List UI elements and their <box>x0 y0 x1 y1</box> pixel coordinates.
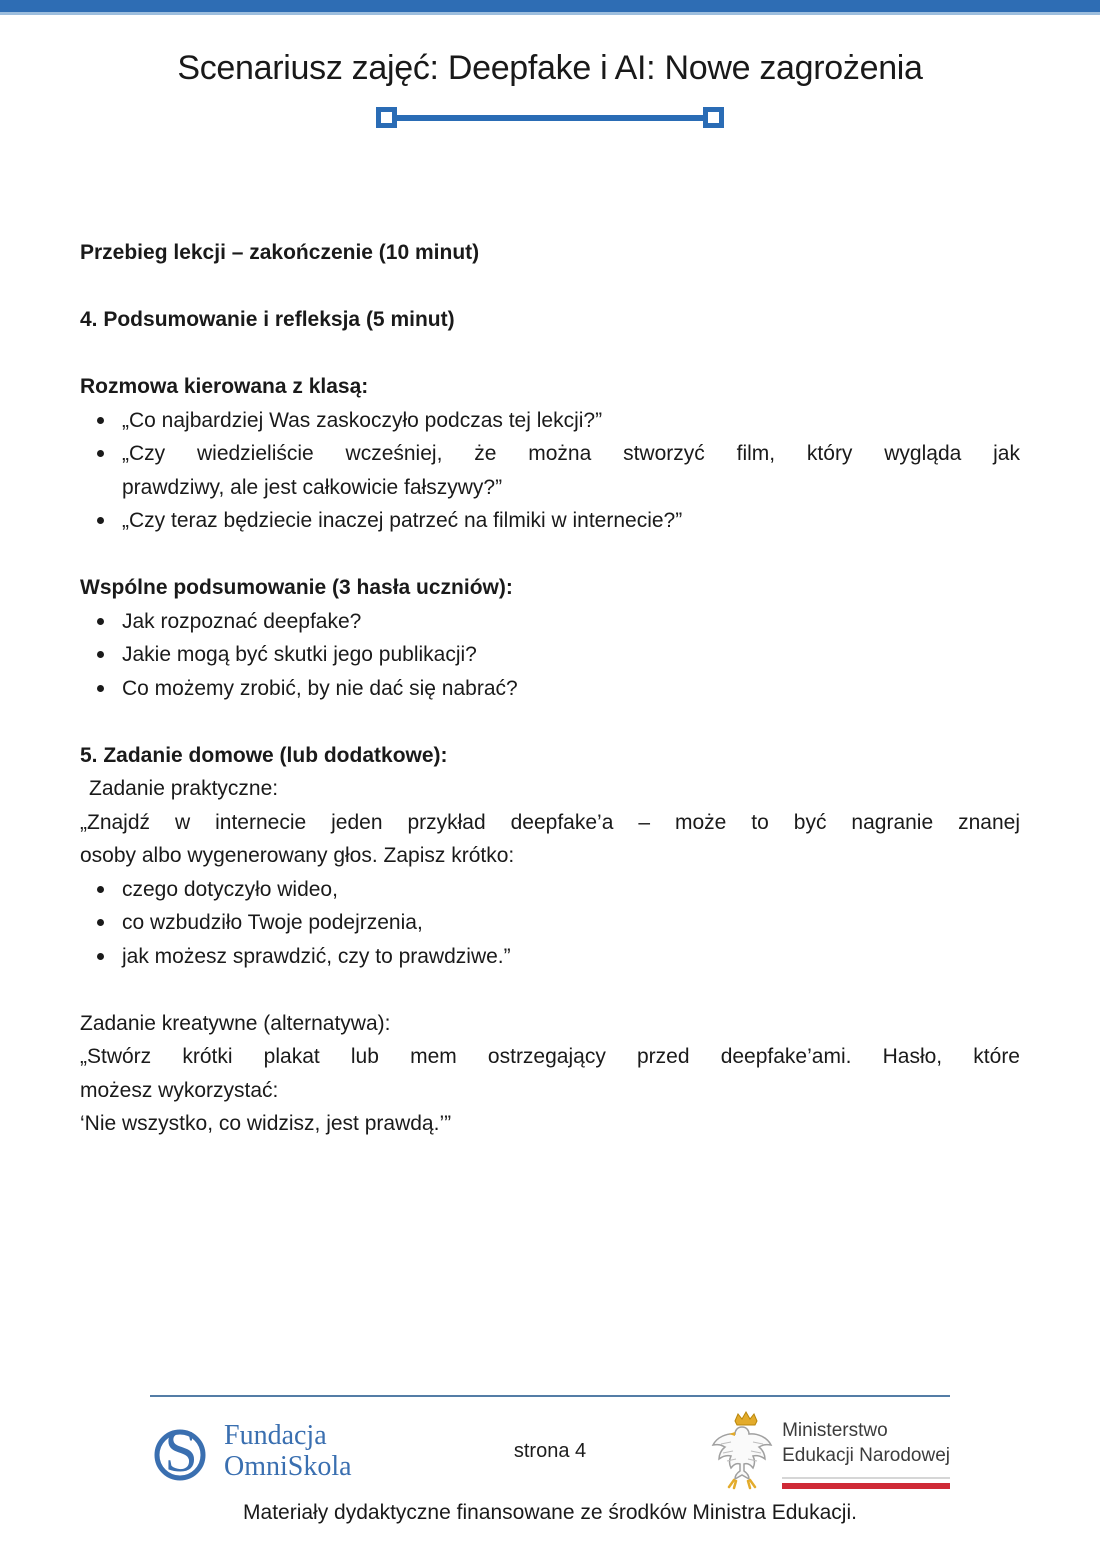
creative-title: Zadanie kreatywne (alternatywa): <box>80 1011 391 1035</box>
homework-intro-line: „Znajdź w internecie jeden przykład deepfake’a – może to być nagranie znanej <box>80 810 1020 834</box>
creative-body-line: możesz wykorzystać: <box>80 1078 279 1102</box>
list-item: jak możesz sprawdzić, czy to prawdziwe.” <box>80 940 1020 974</box>
creative-body-line: „Stwórz krótki plakat lub mem ostrzegający przed deepfake’ami. Hasło, które <box>80 1045 1020 1068</box>
list-item: co wzbudziło Twoje podejrzenia, <box>80 906 1020 940</box>
top-accent-bar <box>0 0 1100 15</box>
list-item: Jak rozpoznać deepfake? <box>80 605 1020 639</box>
list-item: „Co najbardziej Was zaskoczyło podczas tej lekcji?” <box>80 404 1020 438</box>
funding-note: Materiały dydaktyczne finansowane ze środków Ministra Edukacji. <box>243 1501 857 1524</box>
divider-right-square-icon <box>703 107 724 128</box>
homework-title: 5. Zadanie domowe (lub dodatkowe): <box>80 743 448 767</box>
list-item: „Czy teraz będziecie inaczej patrzeć na filmiki w internecie?” <box>80 504 1020 538</box>
divider-rule <box>396 115 704 121</box>
omniskola-monogram-icon <box>150 1415 214 1487</box>
section-heading-summary: 4. Podsumowanie i refleksja (5 minut) <box>80 308 455 331</box>
fundacja-omniskola-logo <box>150 1415 352 1487</box>
fundacja-line2: OmniSkola <box>224 1451 352 1482</box>
homework-intro-line: osoby albo wygenerowany głos. Zapisz krótko: <box>80 844 515 867</box>
homework-section <box>80 739 1020 974</box>
fundacja-logo-text <box>224 1420 352 1482</box>
summary-section <box>80 571 1020 705</box>
discussion-bullet-list <box>80 404 1020 538</box>
summary-bullet-list <box>80 605 1020 706</box>
page-footer <box>0 1395 1100 1556</box>
page-title: Scenariusz zajęć: Deepfake i AI: Nowe zagrożenia <box>177 49 923 87</box>
list-item-line: prawdziwy, ale jest całkowicie fałszywy?” <box>122 475 503 499</box>
title-divider <box>376 107 724 128</box>
summary-title: Wspólne podsumowanie (3 hasła uczniów): <box>80 576 513 599</box>
document-body <box>80 236 1020 1141</box>
list-item <box>80 437 1020 504</box>
footer-logos-row <box>150 1405 950 1497</box>
list-item: czego dotyczyło wideo, <box>80 873 1020 907</box>
discussion-section <box>80 370 1020 538</box>
section-heading-closing: Przebieg lekcji – zakończenie (10 minut) <box>80 241 480 264</box>
ministry-logo-text <box>782 1410 950 1489</box>
list-item: Co możemy zrobić, by nie dać się nabrać? <box>80 672 1020 706</box>
homework-bullet-list <box>80 873 1020 974</box>
svg-text:S: S <box>164 1418 198 1484</box>
ministry-logo <box>711 1410 950 1492</box>
homework-subtitle: Zadanie praktyczne: <box>89 777 279 800</box>
ministry-line2: Edukacji Narodowej <box>782 1445 950 1466</box>
discussion-title: Rozmowa kierowana z klasą: <box>80 375 369 398</box>
polish-eagle-icon <box>711 1410 773 1492</box>
list-item: Jakie mogą być skutki jego publikacji? <box>80 638 1020 672</box>
divider-left-square-icon <box>376 107 397 128</box>
footer-divider <box>150 1395 950 1397</box>
ministry-line1: Ministerstwo <box>782 1420 888 1441</box>
fundacja-line1: Fundacja <box>224 1420 327 1451</box>
list-item-line: „Czy wiedzieliście wcześniej, że można stworzyć film, który wygląda jak <box>122 442 1020 465</box>
page-number: strona 4 <box>513 1439 587 1462</box>
creative-section <box>80 1007 1020 1141</box>
creative-slogan: ‘Nie wszystko, co widzisz, jest prawdą.’” <box>80 1112 452 1135</box>
poland-flag-bars-icon <box>782 1477 950 1489</box>
